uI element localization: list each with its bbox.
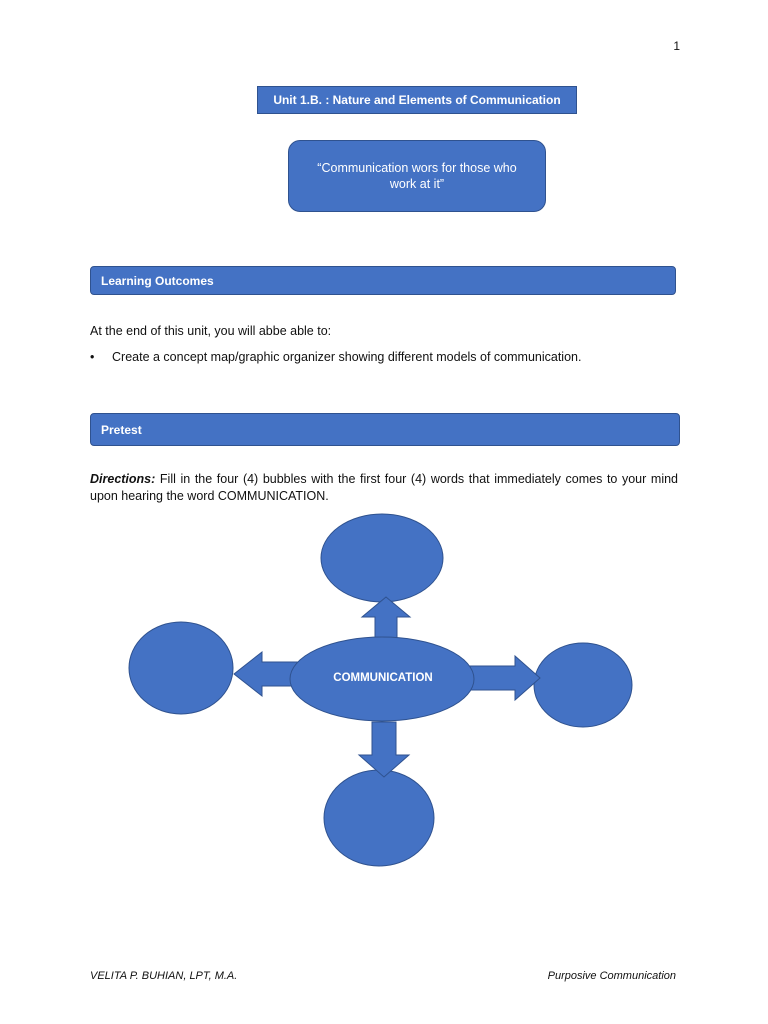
- directions-text: Fill in the four (4) bubbles with the first four (4) words that immediately comes to your mind upon hearing the word COMMUNICATION.: [90, 472, 678, 503]
- quote-box: [288, 140, 546, 212]
- bullet-icon: •: [90, 350, 95, 364]
- list-item-text: Create a concept map/graphic organizer showing different models of communication.: [112, 350, 582, 364]
- unit-title: Unit 1.B. : Nature and Elements of Communication: [257, 86, 577, 114]
- concept-map-diagram: [120, 508, 650, 873]
- arrow-down-icon: [359, 722, 409, 777]
- footer-course: Purposive Communication: [547, 970, 676, 982]
- quote-text: “Communication wors for those who work at it”: [317, 161, 517, 191]
- center-label: COMMUNICATION: [333, 672, 433, 685]
- page-number: 1: [673, 39, 680, 53]
- section-header-learning-outcomes: Learning Outcomes: [90, 266, 676, 295]
- pretest-directions: [90, 471, 678, 505]
- learning-outcomes-intro: At the end of this unit, you will abbe able to:: [90, 324, 332, 338]
- directions-label: Directions:: [90, 472, 156, 486]
- bubble-top[interactable]: [321, 514, 443, 602]
- bubble-left[interactable]: [129, 622, 233, 714]
- list-item: [90, 349, 680, 366]
- arrow-right-icon: [470, 656, 540, 700]
- footer-author: VELITA P. BUHIAN, LPT, M.A.: [90, 970, 238, 982]
- bubble-right[interactable]: [534, 643, 632, 727]
- bubble-bottom[interactable]: [324, 770, 434, 866]
- section-header-pretest: Pretest: [90, 413, 680, 446]
